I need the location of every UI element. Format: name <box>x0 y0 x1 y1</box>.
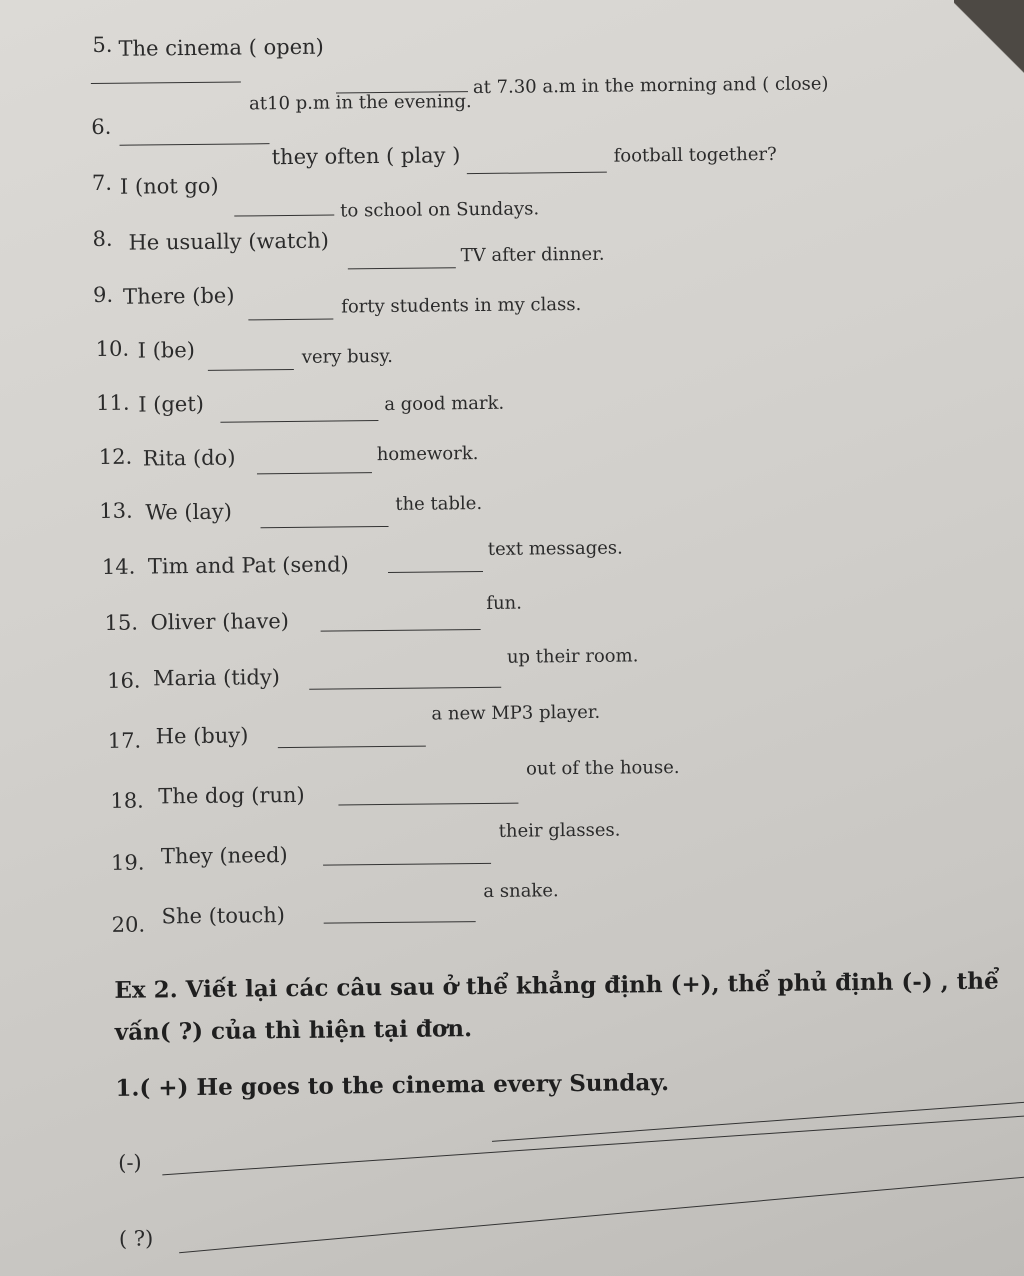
item-number: 19. <box>110 850 145 875</box>
negative-label: (-) <box>118 1150 142 1175</box>
item-number: 17. <box>107 728 142 753</box>
item-continuation: up their room. <box>506 645 639 668</box>
answer-blank[interactable] <box>321 629 481 632</box>
item-number: 5. <box>92 32 113 58</box>
item-number: 15. <box>104 610 139 635</box>
item-number: 9. <box>92 282 114 308</box>
item-number: 7. <box>91 170 113 196</box>
item-continuation: forty students in my class. <box>341 293 582 318</box>
item-continuation: the table. <box>395 492 483 515</box>
item-continuation: at10 p.m in the evening. <box>248 91 472 115</box>
answer-blank[interactable] <box>323 863 491 866</box>
item-prompt: She (touch) <box>161 903 286 929</box>
item-number: 6. <box>91 114 112 140</box>
answer-blank[interactable] <box>324 921 476 924</box>
item-continuation: their glasses. <box>498 819 621 842</box>
item-number: 10. <box>95 336 130 362</box>
exercise-2-sentence-1: 1.( +) He goes to the cinema every Sunday. <box>115 1069 670 1102</box>
item-number: 12. <box>98 444 133 469</box>
item-number: 13. <box>99 498 133 523</box>
item-prompt: He usually (watch) <box>128 228 330 255</box>
answer-blank[interactable] <box>248 319 333 321</box>
item-number: 16. <box>107 668 141 693</box>
answer-blank[interactable] <box>309 687 501 690</box>
item-continuation: a new MP3 player. <box>431 701 601 725</box>
item-continuation: to school on Sundays. <box>340 198 540 222</box>
item-prompt: Rita (do) <box>142 445 236 471</box>
item-prompt: I (not go) <box>119 173 219 199</box>
answer-blank[interactable] <box>338 803 518 806</box>
question-label: ( ?) <box>118 1226 154 1251</box>
answer-blank[interactable] <box>91 81 241 84</box>
answer-blank[interactable] <box>278 746 426 749</box>
answer-blank[interactable] <box>234 215 334 217</box>
item-prompt: Maria (tidy) <box>152 665 281 691</box>
answer-blank[interactable] <box>120 143 270 146</box>
item-prompt: There (be) <box>122 283 235 309</box>
item-number: 14. <box>101 554 136 579</box>
answer-blank[interactable] <box>348 267 456 269</box>
item-prompt: We (lay) <box>145 499 232 525</box>
answer-blank[interactable] <box>261 526 389 528</box>
item-continuation: a good mark. <box>384 392 505 415</box>
answer-blank[interactable] <box>220 420 378 423</box>
answer-blank[interactable] <box>467 172 607 174</box>
item-number: 20. <box>111 912 146 937</box>
page-corner-shadow <box>954 0 1024 90</box>
item-number: 8. <box>92 226 113 252</box>
answer-blank[interactable] <box>208 369 294 371</box>
item-prompt: The cinema ( open) <box>118 34 324 61</box>
item-prompt: They (need) <box>160 843 288 869</box>
answer-blank[interactable] <box>388 571 483 573</box>
exercise-2-instruction-cont: vấn( ?) của thì hiện tại đơn. <box>114 1015 473 1046</box>
negative-answer-line[interactable] <box>162 1115 1024 1176</box>
item-continuation: a snake. <box>483 880 559 902</box>
item-prompt: they often ( play ) <box>271 143 461 170</box>
item-prompt: I (be) <box>137 337 196 363</box>
item-prompt: Oliver (have) <box>150 609 290 635</box>
item-continuation: at 7.30 a.m in the morning and ( close) <box>472 73 829 99</box>
item-prompt: The dog (run) <box>158 782 305 809</box>
question-answer-line[interactable] <box>179 1175 1024 1253</box>
item-continuation: out of the house. <box>525 756 680 780</box>
answer-blank[interactable] <box>257 472 372 474</box>
item-continuation: football together? <box>613 143 777 167</box>
exercise-2-instruction: Ex 2. Viết lại các câu sau ở thể khẳng định (+), thể phủ định (-) , thể <box>114 967 999 1004</box>
item-continuation: homework. <box>376 443 479 466</box>
item-prompt: He (buy) <box>155 723 249 749</box>
item-prompt: I (get) <box>138 391 205 417</box>
item-prompt: Tim and Pat (send) <box>147 552 349 579</box>
item-continuation: TV after dinner. <box>460 243 605 267</box>
item-continuation: very busy. <box>301 345 394 368</box>
item-continuation: text messages. <box>487 537 623 560</box>
item-continuation: fun. <box>486 592 523 614</box>
item-number: 11. <box>96 390 130 416</box>
item-number: 18. <box>110 788 144 813</box>
